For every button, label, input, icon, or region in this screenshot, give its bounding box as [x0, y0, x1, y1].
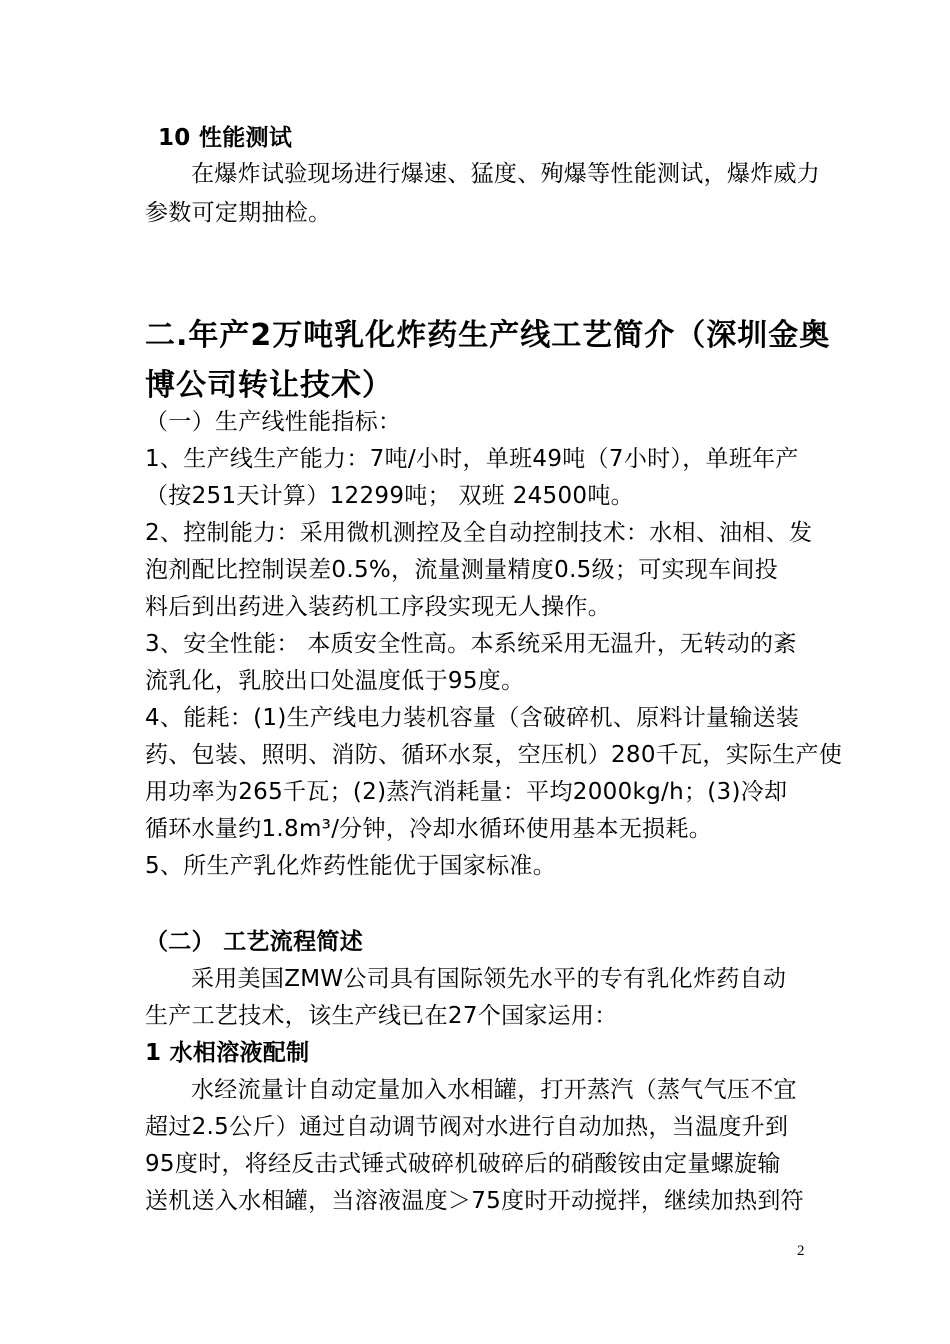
paragraph-line: 1、生产线生产能力：7吨/小时，单班49吨（7小时），单班年产 — [145, 446, 799, 472]
chapter-title: 二.年产2万吨乳化炸药生产线工艺简介（深圳金奥 — [145, 318, 831, 353]
paragraph-line: 泡剂配比控制误差0.5%，流量测量精度0.5级；可实现车间投 — [145, 557, 779, 583]
paragraph-line: 生产工艺技术，该生产线已在27个国家运用： — [145, 1003, 618, 1029]
paragraph-line: 循环水量约1.8m³/分钟，冷却水循环使用基本无损耗。 — [145, 816, 713, 842]
paragraph-line: 4、能耗：(1)生产线电力装机容量（含破碎机、原料计量输送装 — [145, 705, 800, 731]
paragraph-line: 2、控制能力：采用微机测控及全自动控制技术：水相、油相、发 — [145, 520, 813, 546]
part-1-heading: （一）生产线性能指标： — [145, 409, 402, 435]
paragraph-line: 药、包装、照明、消防、循环水泵，空压机）280千瓦，实际生产使 — [145, 742, 843, 768]
paragraph-line: 送机送入水相罐，当溶液温度＞75度时开动搅拌，继续加热到符 — [145, 1188, 804, 1214]
paragraph-line: 采用美国ZMW公司具有国际领先水平的专有乳化炸药自动 — [191, 966, 787, 992]
paragraph-line: 在爆炸试验现场进行爆速、猛度、殉爆等性能测试，爆炸威力 — [191, 161, 821, 187]
paragraph-line: 超过2.5公斤）通过自动调节阀对水进行自动加热，当温度升到 — [145, 1114, 789, 1140]
paragraph-line: 3、安全性能： 本质安全性高。本系统采用无温升，无转动的紊 — [145, 631, 797, 657]
paragraph-line: 95度时，将经反击式锤式破碎机破碎后的硝酸铵由定量螺旋输 — [145, 1151, 781, 1177]
paragraph-line: 水经流量计自动定量加入水相罐，打开蒸汽（蒸气气压不宜 — [191, 1077, 797, 1103]
chapter-title: 博公司转让技术） — [145, 368, 393, 403]
paragraph-line: 参数可定期抽检。 — [145, 200, 332, 226]
paragraph-line: （按251天计算）12299吨； 双班 24500吨。 — [145, 483, 634, 509]
paragraph-line: 料后到出药进入装药机工序段实现无人操作。 — [145, 594, 611, 620]
section-10-heading: 10 性能测试 — [158, 125, 293, 151]
part-2-heading: （二） 工艺流程简述 — [145, 929, 364, 955]
paragraph-line: 流乳化，乳胶出口处温度低于95度。 — [145, 668, 525, 694]
page-number: 2 — [797, 1243, 805, 1259]
paragraph-line: 5、所生产乳化炸药性能优于国家标准。 — [145, 853, 557, 879]
paragraph-line: 用功率为265千瓦；(2)蒸汽消耗量：平均2000kg/h；(3)冷却 — [145, 779, 788, 805]
subsection-1-heading: 1 水相溶液配制 — [145, 1040, 310, 1066]
